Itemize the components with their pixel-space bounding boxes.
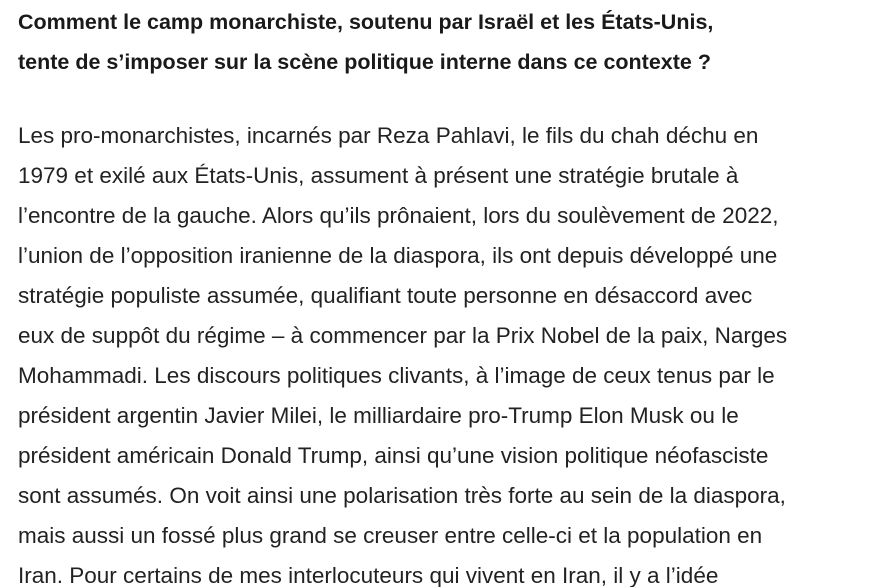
interview-answer	[18, 116, 880, 587]
answer-line: Mohammadi. Les discours politiques clivants, à l’image de ceux tenus par le	[18, 363, 775, 388]
question-line: tente de s’imposer sur la scène politique interne dans ce contexte ?	[18, 50, 711, 74]
answer-line: président argentin Javier Milei, le milliardaire pro-Trump Elon Musk ou le	[18, 403, 739, 428]
answer-line: président américain Donald Trump, ainsi qu’une vision politique néofasciste	[18, 443, 769, 468]
answer-line: eux de suppôt du régime – à commencer par la Prix Nobel de la paix, Narges	[18, 323, 788, 348]
answer-line: stratégie populiste assumée, qualifiant toute personne en désaccord avec	[18, 283, 753, 308]
answer-line: sont assumés. On voit ainsi une polarisation très forte au sein de la diaspora,	[18, 483, 786, 508]
answer-line: Les pro-monarchistes, incarnés par Reza Pahlavi, le fils du chah déchu en	[18, 123, 759, 148]
answer-line: l’union de l’opposition iranienne de la diaspora, ils ont depuis développé une	[18, 243, 778, 268]
interview-question	[18, 2, 878, 82]
answer-line: l’encontre de la gauche. Alors qu’ils prônaient, lors du soulèvement de 2022,	[18, 203, 779, 228]
answer-line: 1979 et exilé aux États-Unis, assument à présent une stratégie brutale à	[18, 163, 739, 188]
answer-line: Iran. Pour certains de mes interlocuteurs qui vivent en Iran, il y a l’idée	[18, 563, 719, 587]
answer-line: mais aussi un fossé plus grand se creuser entre celle-ci et la population en	[18, 523, 763, 548]
question-line: Comment le camp monarchiste, soutenu par Israël et les États-Unis,	[18, 10, 714, 34]
